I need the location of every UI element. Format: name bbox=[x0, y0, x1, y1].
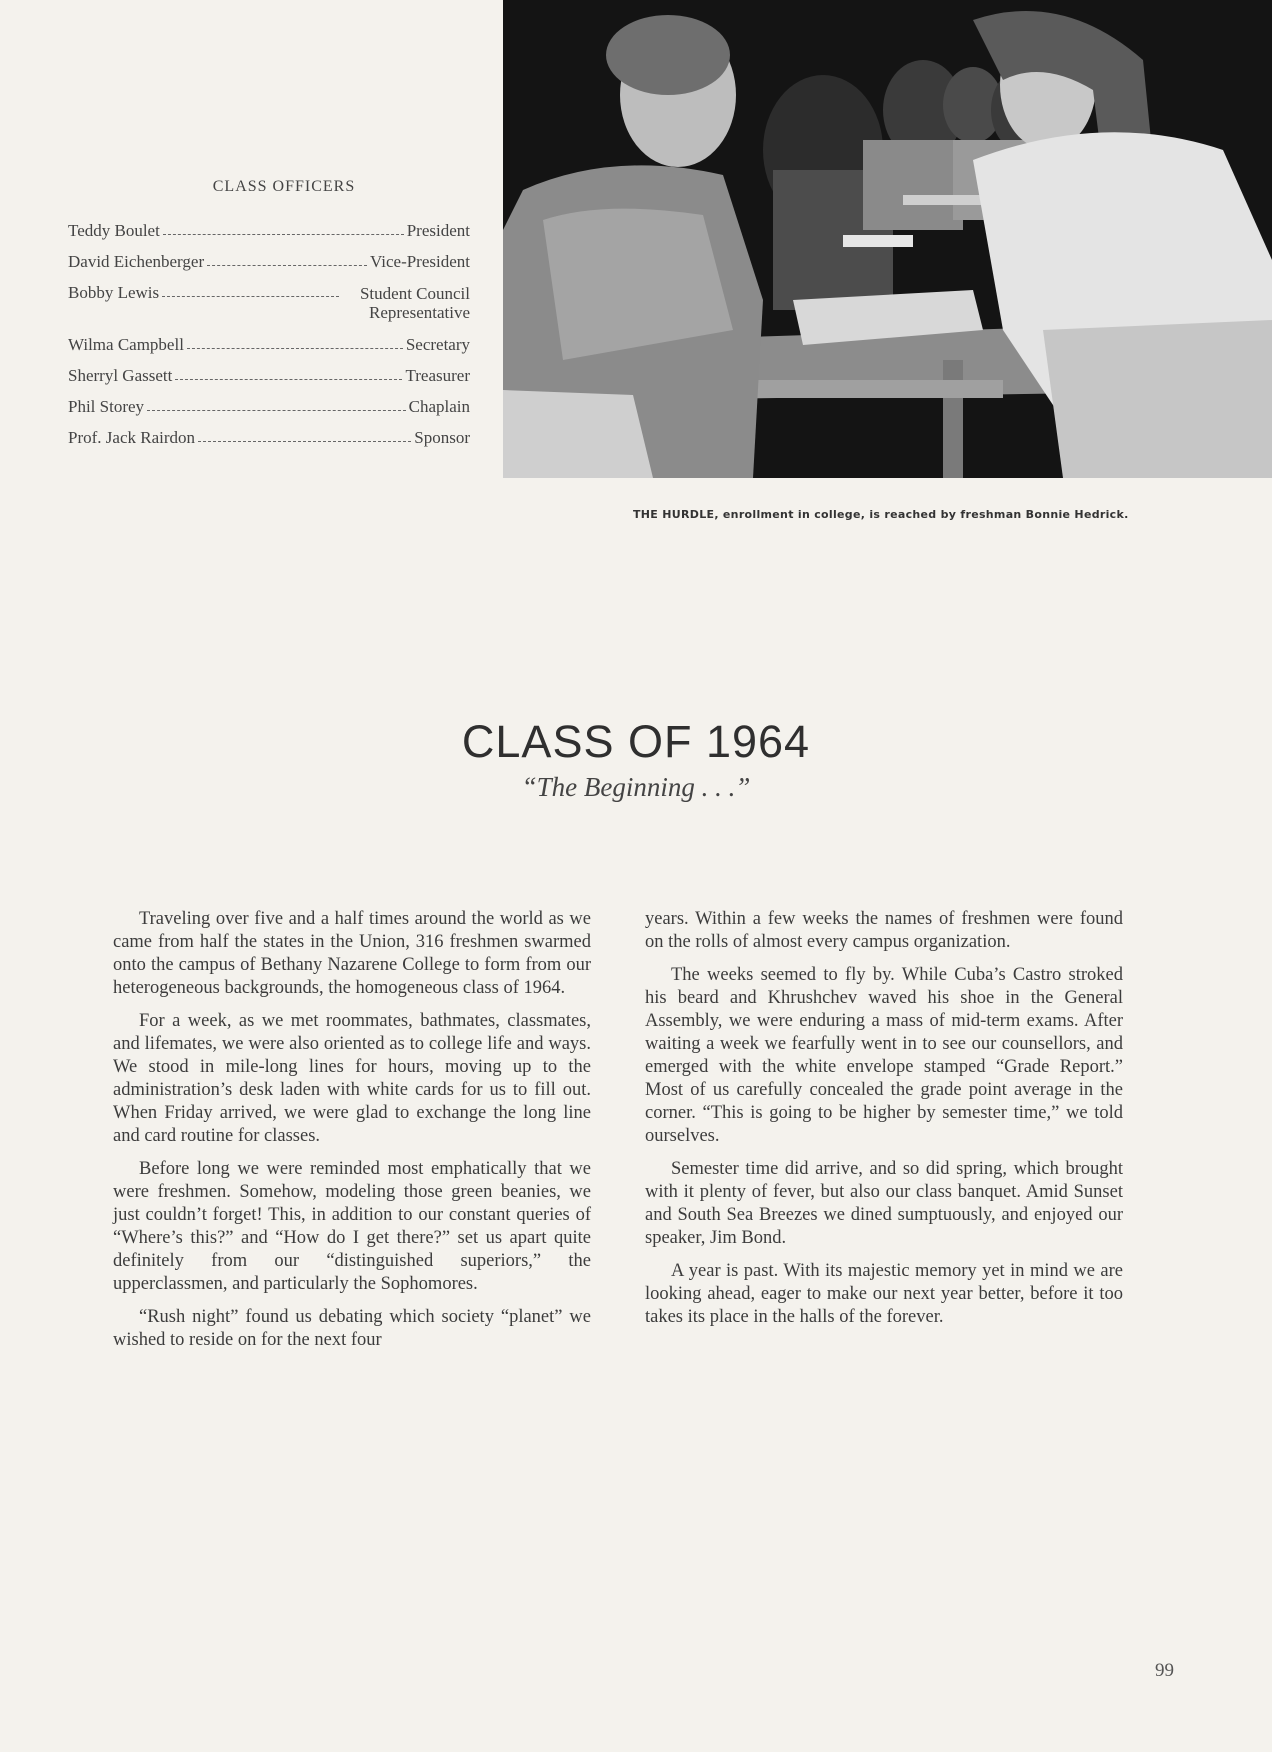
enrollment-photo bbox=[503, 0, 1272, 478]
officer-row bbox=[68, 336, 470, 353]
officer-row bbox=[68, 284, 470, 322]
article-paragraph: The weeks seemed to fly by. While Cuba’s Castro stroked his beard and Khrushchev waved his shoe in the General Assembly, we were enduring a mass of mid-term exams. After waiting a week we fearfully went in to see our counsellors, and emerged with the white envelope stamped “Grade Report.” Most of us carefully concealed the grade point average in the corner. “This is going to be higher by semester time,” we told ourselves. bbox=[645, 965, 1123, 1146]
page-subtitle: “The Beginning . . .” bbox=[521, 772, 751, 802]
officer-name: Wilma Campbell bbox=[68, 335, 184, 354]
officer-row bbox=[68, 367, 470, 384]
officer-row bbox=[68, 222, 470, 239]
officer-role: Sponsor bbox=[414, 428, 470, 447]
officer-role: Student Council Representative bbox=[359, 284, 470, 322]
leader-dots bbox=[198, 429, 411, 442]
enrollment-photo-illustration bbox=[503, 0, 1272, 478]
officer-role: Treasurer bbox=[405, 366, 470, 385]
officer-name: Phil Storey bbox=[68, 397, 145, 416]
officer-row bbox=[68, 429, 470, 446]
officer-name: Prof. Jack Rairdon bbox=[68, 428, 196, 447]
leader-dots bbox=[187, 336, 403, 349]
article-paragraph: Before long we were reminded most emphatically that we were freshmen. Somehow, modeling those green beanies, we just couldn’t forget! This, in addition to our constant queries of “Where’s this?” and “How do I get there?” set us apart quite definitely from our “distinguished superiors,” the upperclassmen, and particularly the Sophomores. bbox=[113, 1159, 591, 1294]
class-officers-list bbox=[68, 178, 470, 460]
officer-name: Sherryl Gassett bbox=[68, 366, 173, 385]
officer-role: Vice-President bbox=[370, 252, 470, 271]
article-paragraph: years. Within a few weeks the names of freshmen were found on the rolls of almost every campus organization. bbox=[645, 909, 1123, 952]
officer-row bbox=[68, 398, 470, 415]
leader-dots bbox=[162, 284, 339, 297]
page-number: 99 bbox=[1155, 1660, 1174, 1681]
officer-name: Teddy Boulet bbox=[68, 221, 160, 240]
leader-dots bbox=[175, 367, 402, 380]
photo-caption: THE HURDLE, enrollment in college, is reached by freshman Bonnie Hedrick. bbox=[633, 508, 1129, 521]
article-paragraph: For a week, as we met roommates, bathmates, classmates, and lifemates, we were also oriented as to college life and ways. We stood in mile-long lines for hours, moving up to the administration’s desk laden with white cards for us to fill out. When Friday arrived, we were glad to exchange the long line and card routine for classes. bbox=[113, 1011, 591, 1146]
article-left-column bbox=[113, 908, 591, 1362]
page-title: CLASS OF 1964 bbox=[461, 716, 811, 767]
officer-name: David Eichenberger bbox=[68, 252, 205, 271]
officer-role: Secretary bbox=[405, 335, 470, 354]
officer-name: Bobby Lewis bbox=[68, 283, 160, 302]
officer-role: President bbox=[406, 221, 470, 240]
leader-dots bbox=[147, 398, 406, 411]
article-paragraph: “Rush night” found us debating which society “planet” we wished to reside on for the next four bbox=[113, 1307, 591, 1350]
article-right-column bbox=[645, 908, 1123, 1339]
officers-title: CLASS OFFICERS bbox=[212, 178, 356, 195]
article-paragraph: Traveling over five and a half times around the world as we came from half the states in the Union, 316 freshmen swarmed onto the campus of Bethany Nazarene College to form from our heterogeneous backgrounds, the homogeneous class of 1964. bbox=[113, 909, 591, 998]
leader-dots bbox=[207, 253, 367, 266]
officer-role: Chaplain bbox=[408, 397, 470, 416]
article-paragraph: Semester time did arrive, and so did spring, which brought with it plenty of fever, but also our class banquet. Amid Sunset and South Sea Breezes we dined sumptuously, and enjoyed our speaker, Jim Bond. bbox=[645, 1159, 1123, 1248]
article-paragraph: A year is past. With its majestic memory yet in mind we are looking ahead, eager to make our next year better, before it too takes its place in the halls of the forever. bbox=[645, 1261, 1123, 1327]
officer-row bbox=[68, 253, 470, 270]
leader-dots bbox=[163, 222, 404, 235]
